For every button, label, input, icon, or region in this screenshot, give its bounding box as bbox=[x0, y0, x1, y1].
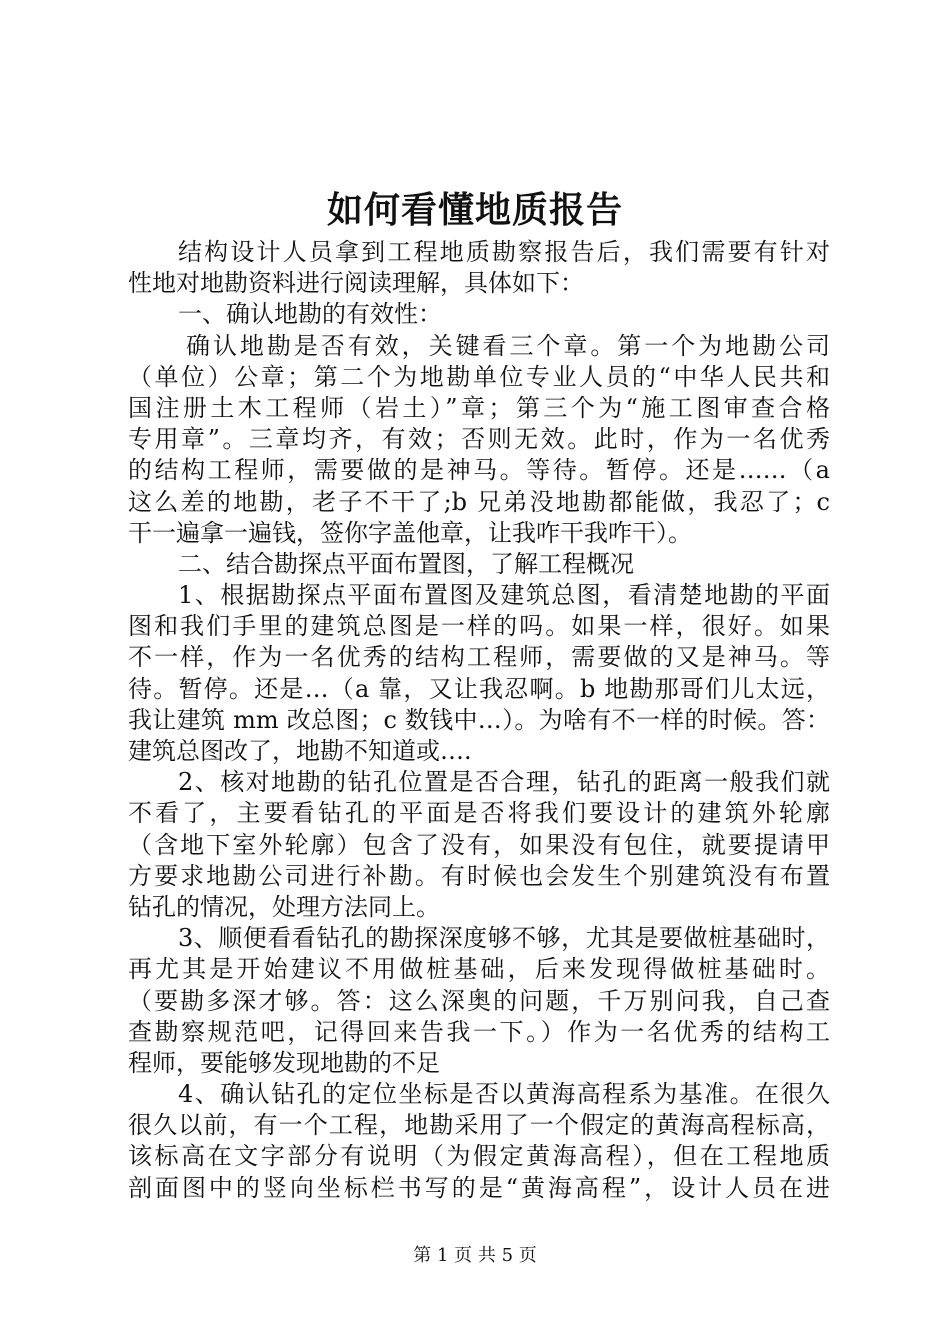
paragraph-line: 1、根据勘探点平面布置图及建筑总图，看清楚地勘的平面 bbox=[178, 581, 830, 610]
paragraph-line: 2、核对地勘的钻孔位置是否合理，钻孔的距离一般我们就 bbox=[178, 768, 830, 797]
paragraph-line: 的结构工程师，需要做的是神马。等待。暂停。还是……（a bbox=[128, 456, 830, 485]
paragraph-line: 再尤其是开始建议不用做桩基础，后来发现得做桩基础时。 bbox=[128, 955, 830, 984]
page-footer: 第 1 页 共 5 页 bbox=[413, 1245, 537, 1266]
paragraph-line: 剖面图中的竖向坐标栏书写的是“黄海高程”，设计人员在进 bbox=[128, 1173, 830, 1202]
paragraph-line: 不一样，作为一名优秀的结构工程师，需要做的又是神马。等 bbox=[128, 643, 830, 672]
paragraph-line: 该标高在文字部分有说明（为假定黄海高程），但在工程地质 bbox=[128, 1142, 830, 1171]
paragraph-line: 这么差的地勘，老子不干了;b 兄弟没地勘都能做，我忍了；c bbox=[128, 487, 830, 516]
paragraph-line: 很久以前，有一个工程，地勘采用了一个假定的黄海高程标高， bbox=[128, 1111, 830, 1140]
paragraph-line: 确认地勘是否有效，关键看三个章。第一个为地勘公司 bbox=[186, 331, 830, 360]
paragraph-line: （含地下室外轮廓）包含了没有，如果没有包住，就要提请甲 bbox=[128, 830, 830, 859]
section-heading: 二、结合勘探点平面布置图，了解工程概况 bbox=[178, 549, 634, 578]
paragraph-line: （要勘多深才够。答：这么深奥的问题，千万别问我，自己查 bbox=[128, 986, 830, 1015]
paragraph-line: 建筑总图改了，地勘不知道或…. bbox=[128, 737, 472, 765]
paragraph-line: 专用章”。三章均齐，有效；否则无效。此时，作为一名优秀 bbox=[128, 425, 830, 454]
paragraph-line: 图和我们手里的建筑总图是一样的吗。如果一样，很好。如果 bbox=[128, 612, 830, 641]
paragraph-line: 性地对地勘资料进行阅读理解，具体如下： bbox=[128, 269, 584, 298]
paragraph-line: （单位）公章；第二个为地勘单位专业人员的“中华人民共和 bbox=[128, 362, 830, 391]
paragraph-line: 钻孔的情况，处理方法同上。 bbox=[128, 892, 440, 921]
paragraph-line: 干一遍拿一遍钱，签你字盖他章，让我咋干我咋干）。 bbox=[128, 518, 692, 547]
paragraph-line: 待。暂停。还是…（a 靠，又让我忍啊。b 地勘那哥们儿太远， bbox=[128, 674, 830, 703]
paragraph-line: 方要求地勘公司进行补勘。有时候也会发生个别建筑没有布置 bbox=[128, 861, 830, 890]
paragraph-line: 不看了，主要看钻孔的平面是否将我们要设计的建筑外轮廓 bbox=[128, 799, 830, 828]
paragraph-line: 程师，要能够发现地勘的不足 bbox=[128, 1048, 440, 1077]
document-body bbox=[128, 237, 830, 1204]
paragraph-line: 3、顺便看看钻孔的勘探深度够不够，尤其是要做桩基础时， bbox=[178, 924, 830, 953]
document-title: 如何看懂地质报告 bbox=[326, 189, 623, 231]
paragraph-line: 4、确认钻孔的定位坐标是否以黄海高程系为基准。在很久 bbox=[178, 1080, 830, 1109]
paragraph-line: 结构设计人员拿到工程地质勘察报告后，我们需要有针对 bbox=[178, 238, 830, 266]
section-heading: 一、确认地勘的有效性： bbox=[178, 300, 442, 329]
paragraph-line: 查勘察规范吧，记得回来告我一下。）作为一名优秀的结构工 bbox=[128, 1017, 830, 1046]
paragraph-line: 我让建筑 mm 改总图；c 数钱中…）。为啥有不一样的时候。答： bbox=[128, 705, 830, 734]
paragraph-line: 国注册土木工程师（岩土）”章；第三个为“施工图审查合格 bbox=[128, 393, 830, 422]
